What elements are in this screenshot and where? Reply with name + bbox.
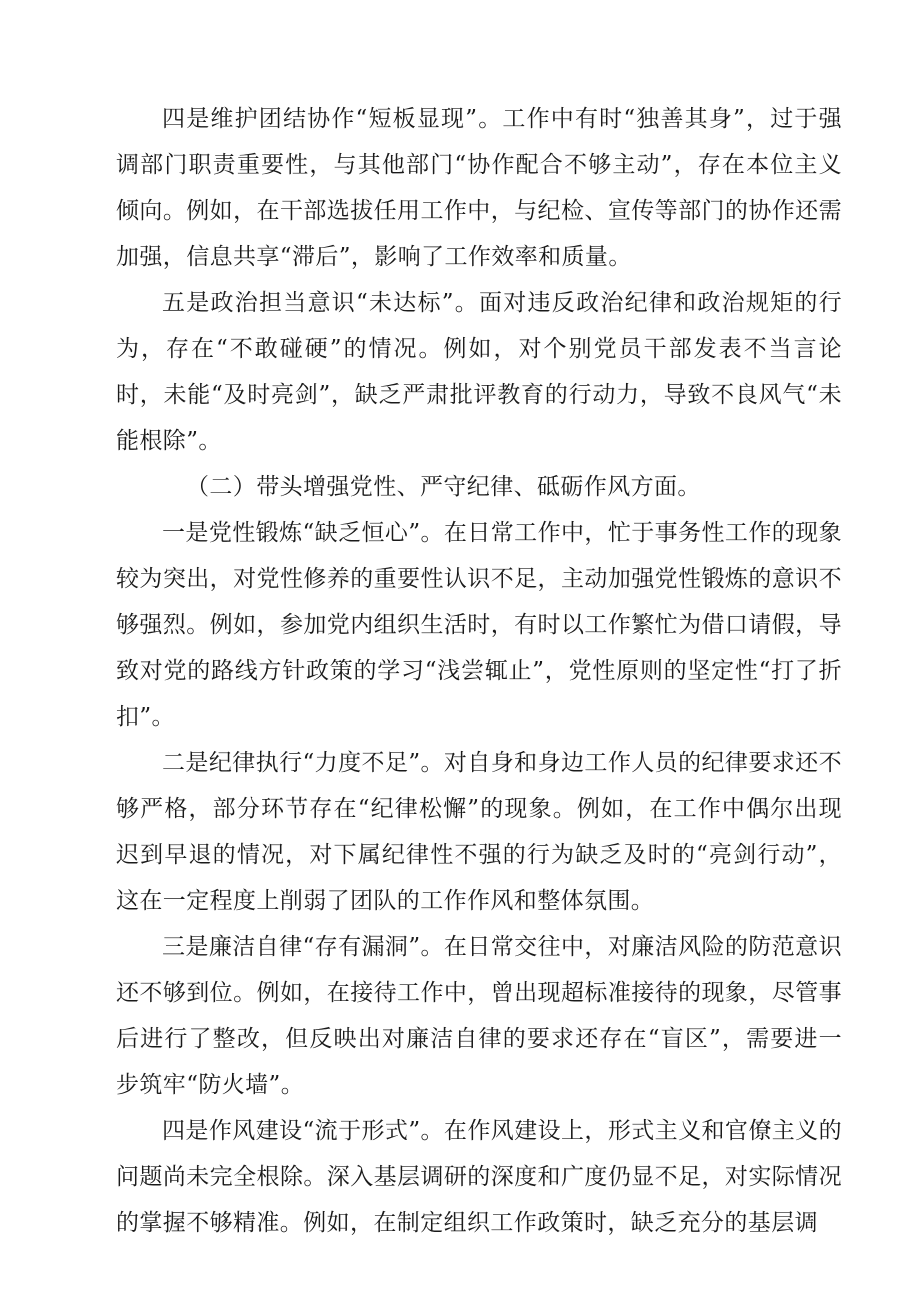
- paragraph-discipline: 二是纪律执行“力度不足”。对自身和身边工作人员的纪律要求还不够严格，部分环节存在“纪律松懈”的现象。例如，在工作中偶尔出现迟到早退的情况，对下属纪律性不强的行为缺乏及时的“亮剑行动”，这在一定程度上削弱了团队的工作作风和整体氛围。: [116, 750, 842, 914]
- paragraph-unity-cooperation: 四是维护团结协作“短板显现”。工作中有时“独善其身”，过于强调部门职责重要性，与其他部门“协作配合不够主动”，存在本位主义倾向。例如，在干部选拔任用工作中，与纪检、宣传等部门的协作还需加强，信息共享“滞后”，影响了工作效率和质量。: [116, 106, 842, 270]
- paragraph-work-style: 四是作风建设“流于形式”。在作风建设上，形式主义和官僚主义的问题尚未完全根除。深入基层调研的深度和广度仍显不足，对实际情况的掌握不够精准。例如，在制定组织工作政策时，缺乏充分的基层调: [116, 1118, 842, 1236]
- paragraph-integrity: 三是廉洁自律“存有漏洞”。在日常交往中，对廉洁风险的防范意识还不够到位。例如，在接待工作中，曾出现超标准接待的现象，尽管事后进行了整改，但反映出对廉洁自律的要求还存在“盲区”，需要进一步筑牢“防火墙”。: [116, 934, 842, 1098]
- paragraph-party-spirit: 一是党性锻炼“缺乏恒心”。在日常工作中，忙于事务性工作的现象较为突出，对党性修养的重要性认识不足，主动加强党性锻炼的意识不够强烈。例如，参加党内组织生活时，有时以工作繁忙为借口请假，导致对党的路线方针政策的学习“浅尝辄止”，党性原则的坚定性“打了折扣”。: [116, 520, 842, 730]
- paragraph-political-responsibility: 五是政治担当意识“未达标”。面对违反政治纪律和政治规矩的行为，存在“不敢碰硬”的情况。例如，对个别党员干部发表不当言论时，未能“及时亮剑”，缺乏严肃批评教育的行动力，导致不良风气“未能根除”。: [116, 290, 842, 454]
- document-body: [116, 96, 842, 1246]
- section-heading: （二）带头增强党性、严守纪律、砥砺作风方面。: [186, 474, 701, 500]
